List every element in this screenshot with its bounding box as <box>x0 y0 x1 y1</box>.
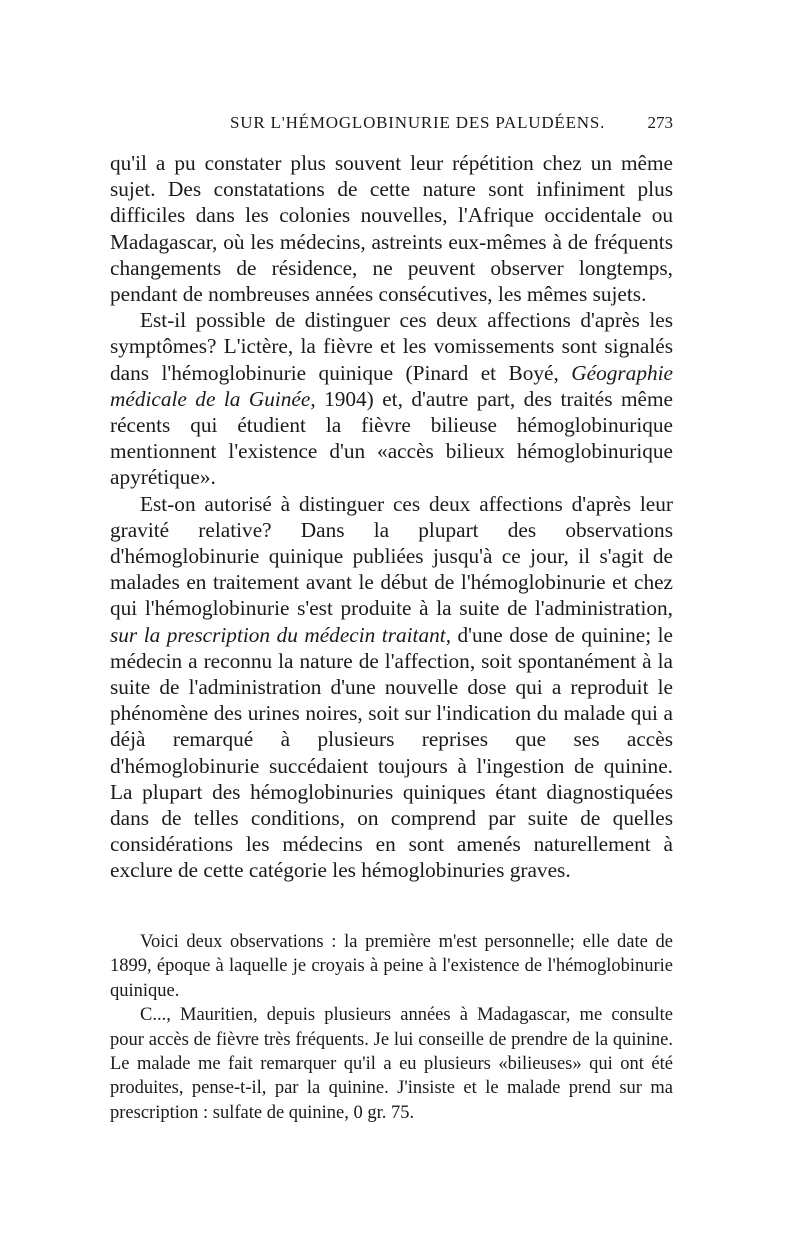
paragraph-3 <box>110 491 673 884</box>
paragraph-2-text-a: Est-il possible de distinguer ces deux affections d'après les symptômes? L'ictère, la fièvre et les vomissements sont signalés dans l'hémoglobinurie quinique (Pinard et Boyé, <box>110 308 673 385</box>
page-header <box>110 113 673 135</box>
observations-section <box>110 930 673 1125</box>
page-number: 273 <box>647 113 673 132</box>
paragraph-1: qu'il a pu constater plus souvent leur répétition chez un même sujet. Des constatations de cette nature sont infiniment plus difficiles dans les colonies nouvelles, l'Afrique occidentale ou Madagascar, où les médecins, astreints eux-mêmes à de fréquents changements de résidence, ne peuvent observer longtemps, pendant de nombreuses années consécutives, les mêmes sujets. <box>110 151 673 307</box>
main-text <box>110 150 673 884</box>
running-title: SUR L'HÉMOGLOBINURIE DES PALUDÉENS. <box>230 113 606 132</box>
observation-case: C..., Mauritien, depuis plusieurs années à Madagascar, me consulte pour accès de fièvre très fréquents. Je lui conseille de prendre de la quinine. Le malade me fait remarquer qu'il a eu plusieurs «bilieuses» qui ont été produites, pense-t-il, par la quinine. J'insiste et le malade prend sur ma prescription : sulfate de quinine, 0 gr. 75. <box>110 1005 673 1123</box>
paragraph-2 <box>110 307 673 490</box>
paragraph-3-text-b: d'une dose de quinine; le médecin a reconnu la nature de l'affection, soit spontanément à la suite de l'administration d'une nouvelle dose qui a reproduit le phénomène des urines noires, soit sur l'indication du malade qui a déjà remarqué à plusieurs reprises que ses accès d'hémoglobinurie succédaient toujours à l'ingestion de quinine. La plupart des hémoglobinuries quiniques étant diagnostiquées dans de telles conditions, on comprend par suite de quelles considérations les médecins en sont amenés naturellement à exclure de cette catégorie les hémoglobinuries graves. <box>110 622 673 883</box>
paragraph-2-citation: Géographie médicale de la Guinée, <box>110 360 673 411</box>
observation-intro: Voici deux observations : la première m'est personnelle; elle date de 1899, époque à laquelle je croyais à peine à l'existence de l'hémoglobinurie quinique. <box>110 932 673 1001</box>
paragraph-3-text-a: Est-on autorisé à distinguer ces deux affections d'après leur gravité relative? Dans la plupart des observations d'hémoglobinurie quinique publiées jusqu'à ce jour, il s'agit de malades en traitement avant le début de l'hémoglobinurie et chez qui l'hémoglobinurie s'est produite à la suite de l'administration, <box>110 491 673 621</box>
paragraph-2-text-b: 1904) et, d'autre part, des traités même récents qui étudient la fièvre bilieuse hémoglobinurique mentionnent l'existence d'un «accès bilieux hémoglobinurique apyrétique». <box>110 386 673 490</box>
paragraph-3-emphasis: sur la prescription du médecin traitant, <box>110 622 452 647</box>
